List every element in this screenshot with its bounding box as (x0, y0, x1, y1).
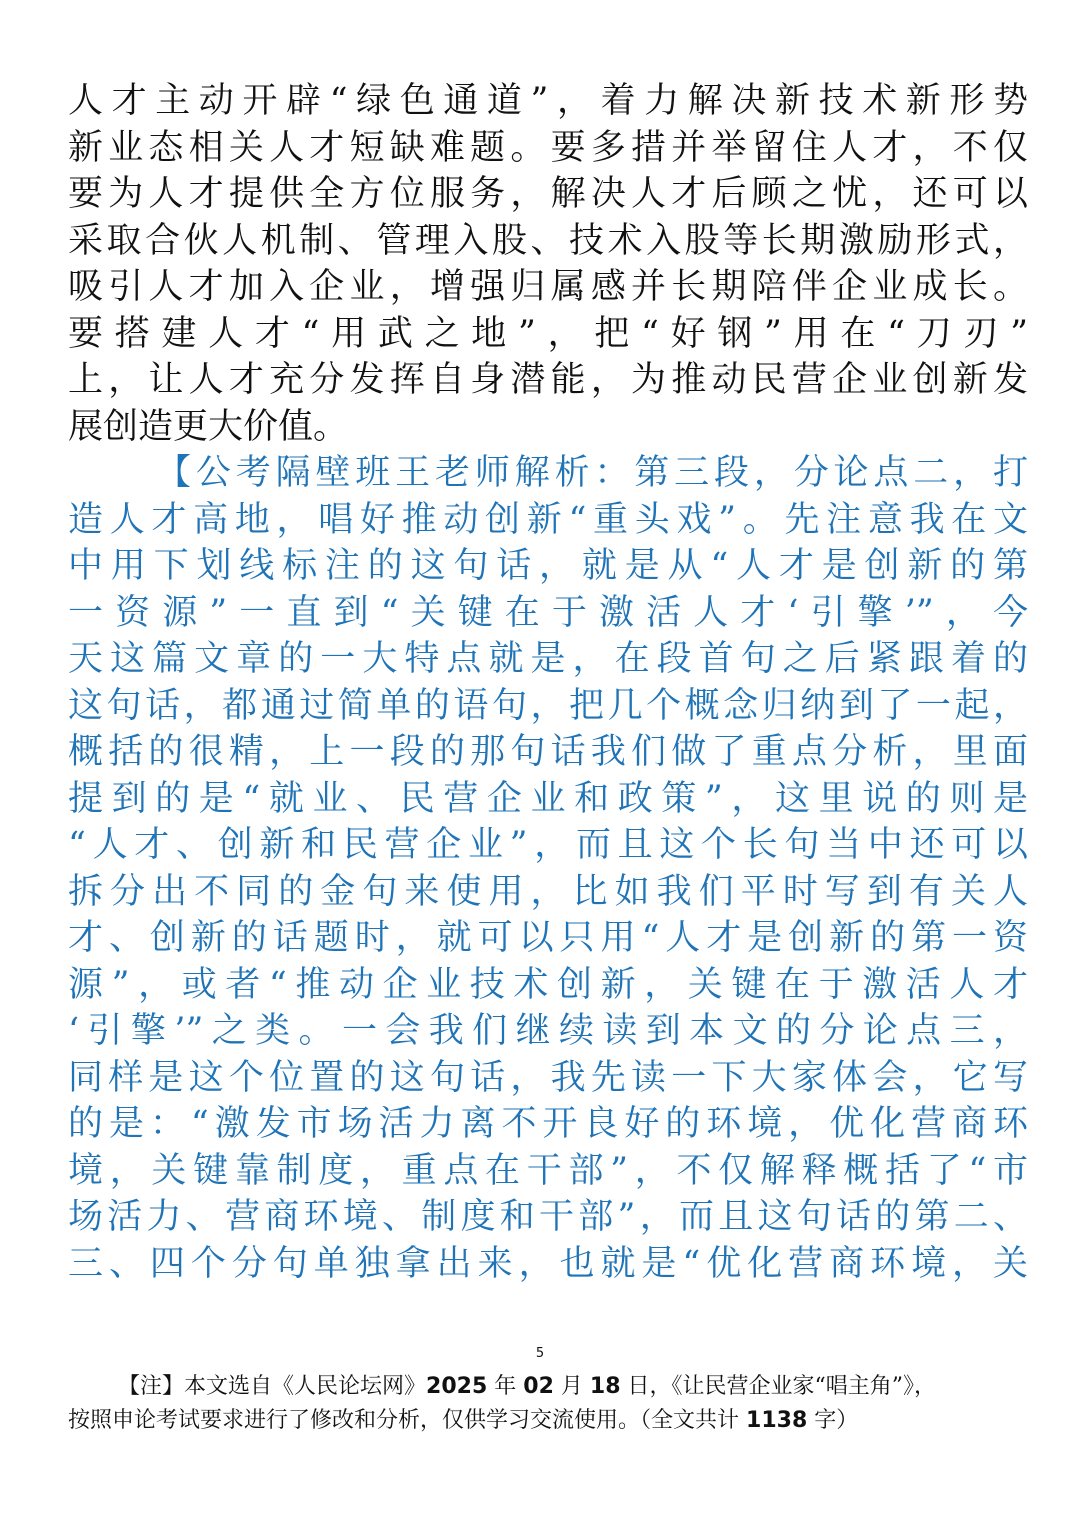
analysis-line: 这句话，都通过简单的语句，把几个概念归纳到了一起， (68, 685, 1028, 726)
analysis-line: 的是：“激发市场活力离不开良好的环境，优化营商环 (68, 1104, 1028, 1144)
article-line: 要为人才提供全方位服务，解决人才后顾之忧，还可以 (68, 174, 1028, 214)
footnote (68, 1370, 1028, 1438)
footnote-prefix: 【注】本文选自《人民论坛网》 (118, 1374, 427, 1399)
analysis-line: 一资源”一直到“关键在于激活人才‘引擎’”，今 (68, 592, 1028, 633)
footnote-day: 18 (589, 1374, 621, 1399)
article-line: 上，让人才充分发挥自身潜能，为推动民营企业创新发 (68, 360, 1028, 400)
analysis-line: 拆分出不同的金句来使用，比如我们平时写到有关人 (68, 871, 1028, 912)
analysis-line: 才、创新的话题时，就可以只用“人才是创新的第一资 (68, 918, 1028, 958)
article-body (68, 78, 1028, 1287)
analysis-line: 境，关键靠制度，重点在干部”，不仅解释概括了“市 (68, 1150, 1028, 1191)
footnote-year-unit: 年 (494, 1374, 517, 1399)
analysis-line: 源”，或者“推动企业技术创新，关键在于激活人才 (68, 964, 1028, 1005)
footnote-line (68, 1404, 1028, 1438)
page-number: 5 (535, 1346, 545, 1361)
analysis-line: 天这篇文章的一大特点就是，在段首句之后紧跟着的 (68, 639, 1028, 679)
analysis-line: 中用下划线标注的这句话，就是从“人才是创新的第 (68, 546, 1028, 586)
footnote-month: 02 (523, 1374, 554, 1399)
article-line: 展创造更大价值。 (68, 406, 349, 447)
analysis-line: ‘引擎’”之类。一会我们继续读到本文的分论点三， (68, 1011, 1028, 1051)
analysis-line: 概括的很精，上一段的那句话我们做了重点分析，里面 (68, 732, 1028, 772)
footnote-line (68, 1370, 1028, 1404)
analysis-line: 同样是这个位置的这句话，我先读一下大家体会，它写 (68, 1057, 1028, 1098)
analysis-line: 场活力、营商环境、制度和干部”，而且这句话的第二、 (68, 1197, 1028, 1237)
footnote-text: 按照申论考试要求进行了修改和分析，仅供学习交流使用。（全文共计 (68, 1408, 740, 1433)
analysis-line: 三、四个分句单独拿出来，也就是“优化营商环境，关 (68, 1243, 1028, 1284)
article-line: 人才主动开辟“绿色通道”，着力解决新技术新形势 (68, 81, 1028, 121)
footnote-month-unit: 月 (560, 1374, 583, 1399)
article-line: 新业态相关人才短缺难题。要多措并举留住人才，不仅 (68, 127, 1028, 168)
footnote-year: 2025 (426, 1374, 488, 1399)
article-line: 采取合伙人机制、管理入股、技术入股等长期激励形式， (68, 220, 1028, 261)
article-line: 吸引人才加入企业，增强归属感并长期陪伴企业成长。 (68, 267, 1028, 307)
analysis-line: 【公考隔壁班王老师解析：第三段，分论点二，打 (156, 453, 1028, 493)
footnote-count-unit: 字） (814, 1408, 859, 1433)
analysis-line: 造人才高地，唱好推动创新“重头戏”。先注意我在文 (68, 499, 1028, 540)
analysis-line: “人才、创新和民营企业”，而且这个长句当中还可以 (68, 825, 1028, 865)
footnote-count: 1138 (746, 1408, 808, 1433)
analysis-line: 提到的是“就业、民营企业和政策”，这里说的则是 (68, 778, 1028, 819)
article-line: 要搭建人才“用武之地”，把“好钢”用在“刀刃” (68, 313, 1028, 354)
footnote-suffix: 日，《让民营企业家“唱主角”》， (627, 1374, 937, 1399)
